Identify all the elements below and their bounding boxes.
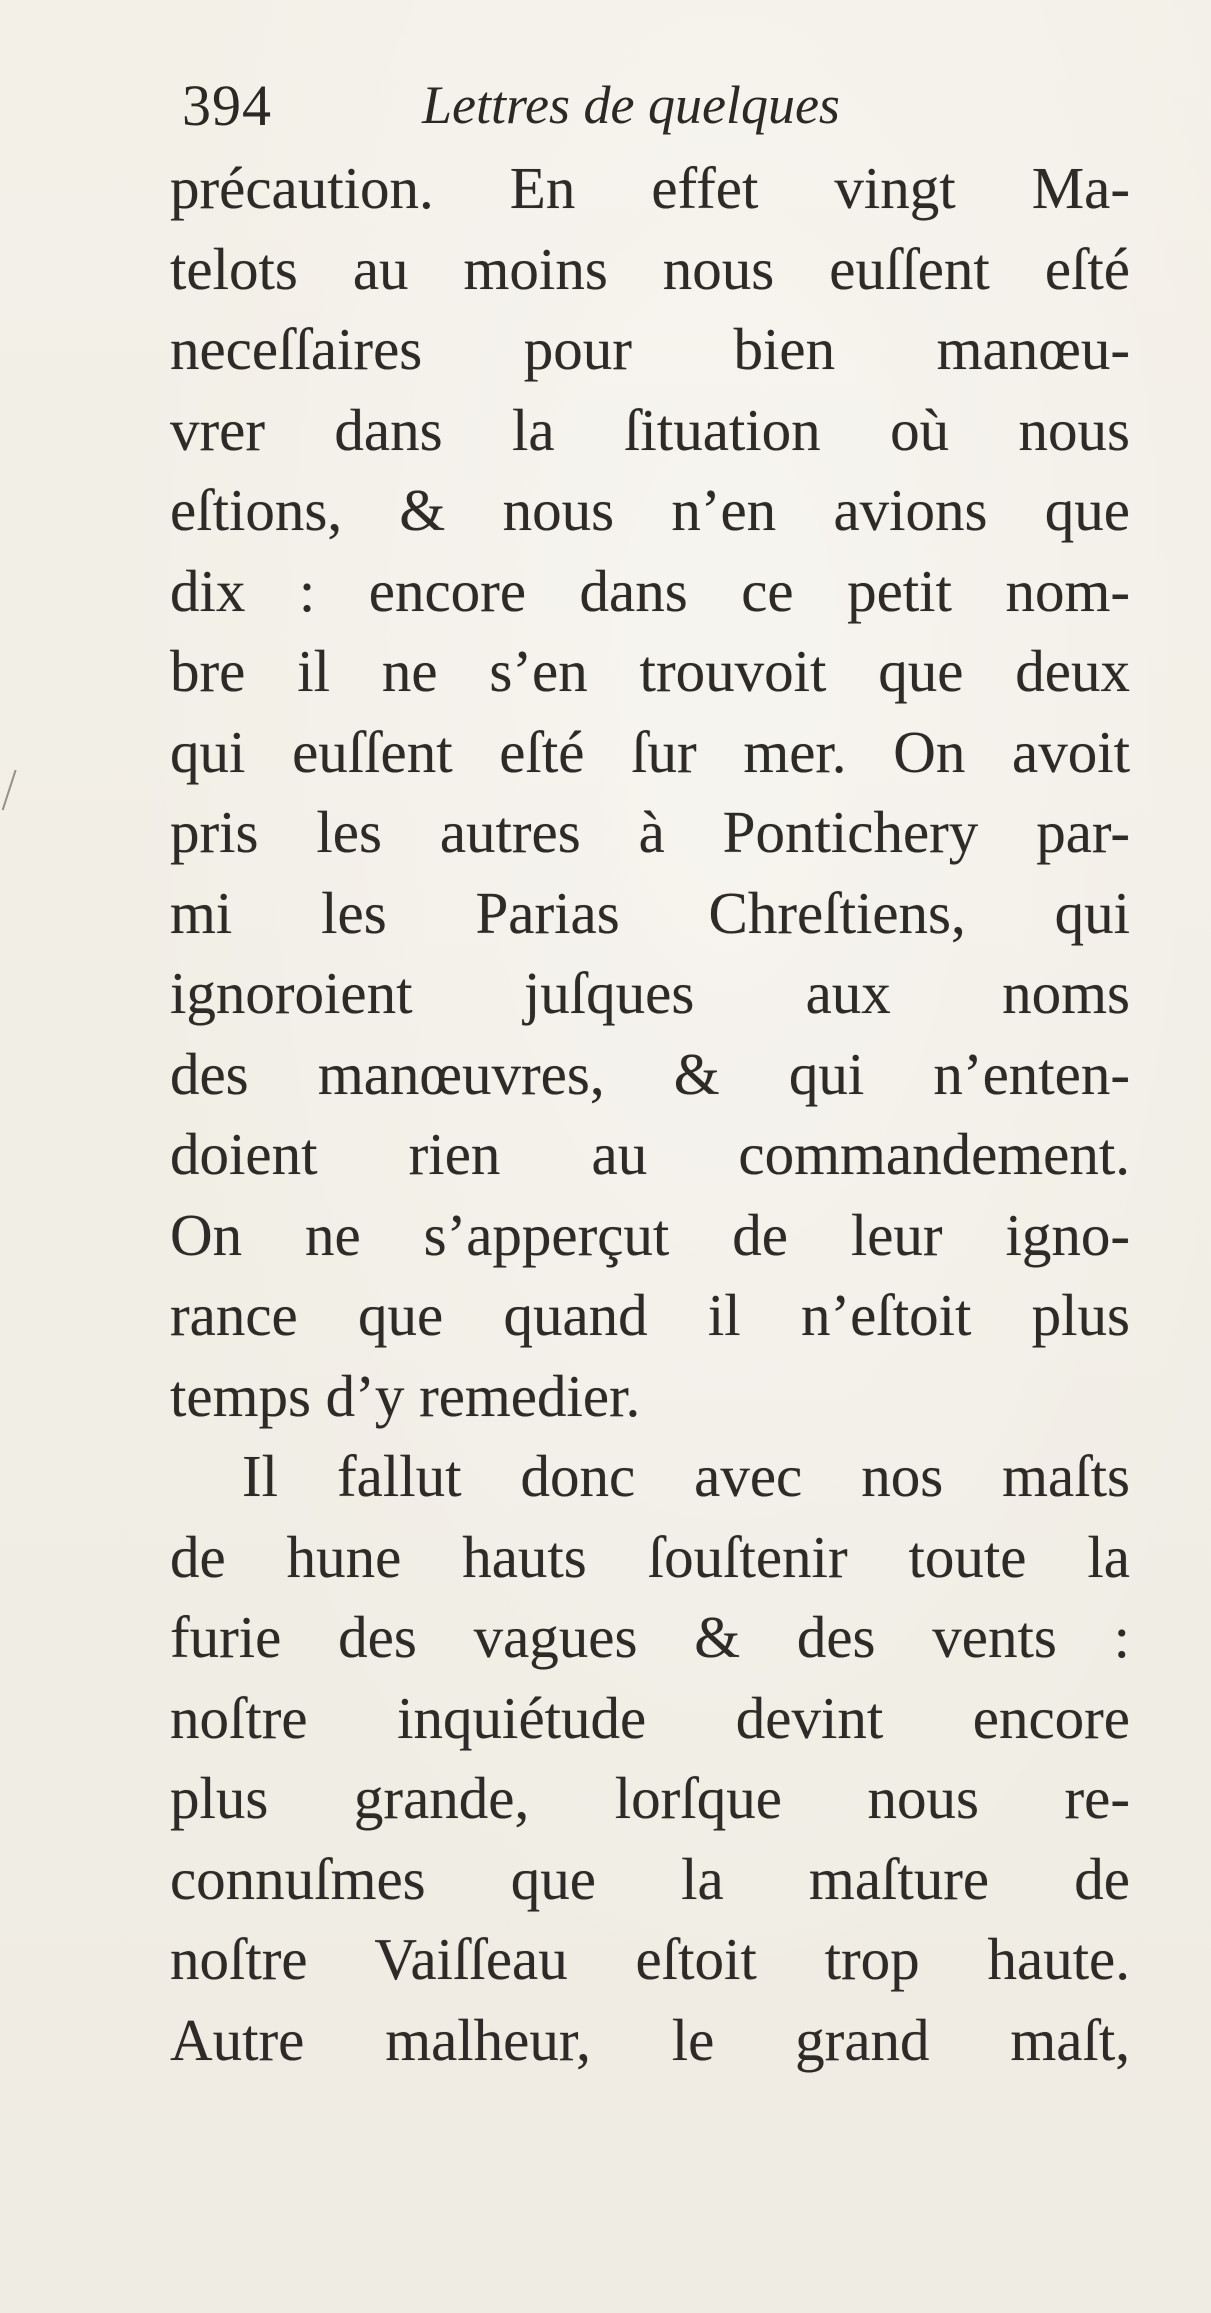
text-line: temps d’y remedier. — [170, 1362, 641, 1429]
text-line: précaution. En effet vingt Ma- — [170, 155, 1130, 221]
text-line: vrer dans la ſituation où nous — [170, 396, 1130, 463]
text-line: rance que quand il n’eſtoit plus — [170, 1282, 1130, 1348]
text-line: Il fallut donc avec nos maſts — [242, 1443, 1130, 1509]
text-line: ignoroient juſques aux noms — [170, 960, 1130, 1026]
text-line: plus grande, lorſque nous re- — [170, 1765, 1130, 1831]
text-line: telots au moins nous euſſent eſté — [170, 235, 1130, 302]
text-line: mi les Parias Chreſtiens, qui — [170, 879, 1130, 946]
text-line: eſtions, & nous n’en avions que — [170, 477, 1130, 543]
running-title: Lettres de quelques — [422, 75, 840, 135]
margin-mark — [2, 770, 23, 812]
text-line: neceſſaires pour bien manœu- — [170, 316, 1130, 382]
text-line: pris les autres à Pontichery par- — [170, 799, 1130, 865]
text-line: qui euſſent eſté ſur mer. On avoit — [170, 718, 1130, 785]
text-line: des manœuvres, & qui n’enten- — [170, 1040, 1130, 1107]
text-line: de hune hauts ſouſtenir toute la — [170, 1523, 1130, 1590]
text-line: connuſmes que la maſture de — [170, 1845, 1130, 1912]
text-line: noſtre inquiétude devint encore — [170, 1684, 1130, 1751]
body-text — [170, 148, 1130, 2080]
text-line: doient rien au commandement. — [170, 1121, 1130, 1187]
text-line: noſtre Vaiſſeau eſtoit trop haute. — [170, 1926, 1130, 1992]
text-line: bre il ne s’en trouvoit que deux — [170, 638, 1130, 704]
page-number: 394 — [182, 73, 272, 138]
page-header — [182, 72, 1082, 142]
text-line: Autre malheur, le grand maſt, — [170, 2006, 1130, 2073]
text-line: dix : encore dans ce petit nom- — [170, 557, 1130, 624]
text-line: On ne s’apperçut de leur igno- — [170, 1201, 1130, 1268]
text-line: furie des vagues & des vents : — [170, 1604, 1130, 1670]
